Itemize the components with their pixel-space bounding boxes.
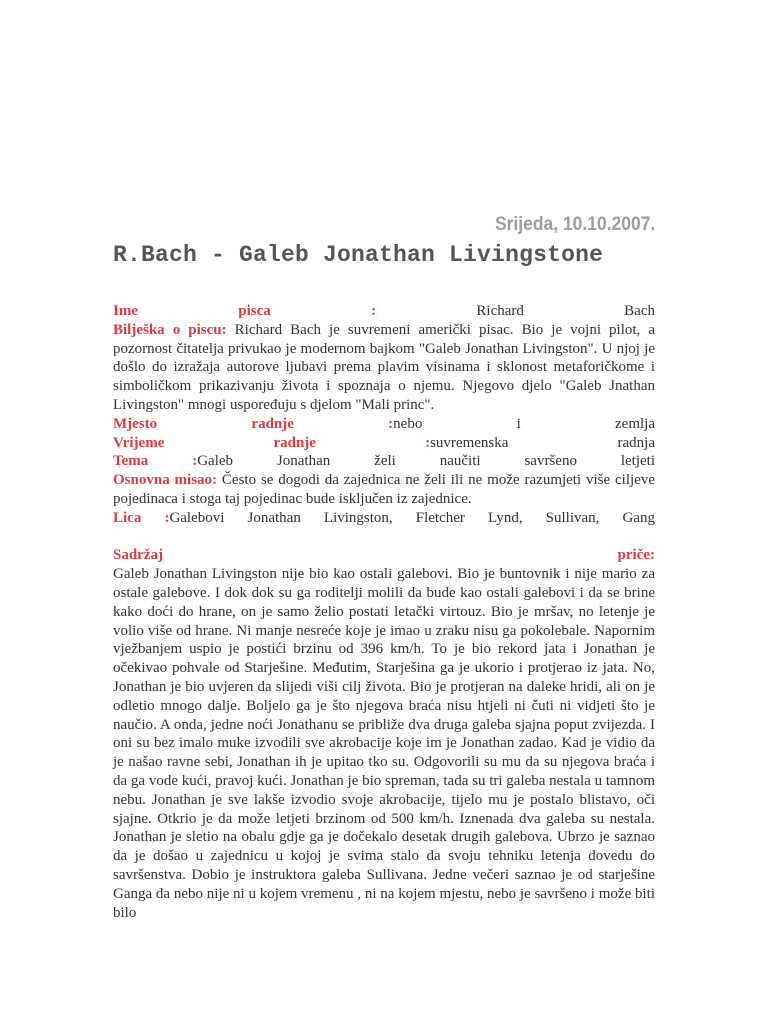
characters-value: Galebovi Jonathan Livingston, Fletcher Lynd, Sullivan, Gang — [169, 509, 656, 526]
characters-label: Lica — [113, 509, 142, 526]
bio-label: Bilješka o piscu — [113, 321, 222, 338]
characters-line: Lica :Galebovi Jonathan Livingston, Fletcher Lynd, Sullivan, Gang — [113, 509, 656, 526]
post-title: R.Bach - Galeb Jonathan Livingstone — [113, 242, 604, 268]
summary-text: Galeb Jonathan Livingston nije bio kao ostali galebovi. Bio je buntovnik i nije mario za ostale galebove. I dok dok su ga roditelji molili da bude kao ostali galebovi i da se brine kako doći do hrane, on je samo želio postati letački virtouz. Bio je mršav, no letenje je volio više od hrane. Ni manje nesreće koje je imao u zraku nisu ga pokolebale. Napornim vježbanjem uspio je postići brzinu od 396 km/h. To je bio rekord jata i Jonathan je očekivao pohvale od Starješine. Međutim, Starješina ga je ukorio i protjerao iz jata. No, Jonathan je bio uvjeren da slijedi viši cilj života. Bio je protjeran na daleke hridi, ali on je odletio mnogo dalje. Boljelo ga je što njegova braća nisu htjeli ni čuti ni vidjeti što je naučio. A onda, jedne noći Jonathanu se približe dva druga galeba sjajna poput zvijezda. I oni su bez imalo muke izvodili sve akrobacije koje im je Jonathan zadao. Kad je vidio da je našao ravne sebi, Jonathan ih je upitao tko su. Odgovorili su mu da su njegova braća i da ga vode kući, pravoj kući. Jonathan je bio spreman, tada su tri galeba nestala u tamnom nebu. Jonathan je sve lakše izvodio svoje akrobacije, tijelo mu je postalo blistavo, oči sjajne. Otkrio je da može letjeti brzinom od 500 km/h. Iznenada dva galeba su nestala. Jonathan je sletio na obalu gdje ga je dočekalo desetak drugih galebova. Ubrzo je saznao da je došao u zajednicu u kojoj je svima stalo da svoju tehniku letenja dovedu do savršenstva. Dobio je instruktora galeba Sullivana. Jedne večeri saznao je od starješine Ganga da nebo nije ni u kojem vremenu , ni na kojem mjestu, nebo je savršeno i može biti bilo — [113, 566, 655, 921]
summary-label: Sadržaj priče — [113, 547, 650, 564]
time-label: Vrijeme radnje — [113, 434, 316, 451]
theme-label: Tema — [113, 453, 149, 470]
place-value: nebo i zemlja — [393, 415, 655, 432]
idea-paragraph: Osnovna misao: Često se dogodi da zajednica ne želi ili ne može razumjeti više ciljeve pojedinaca i stoga taj pojedinac bude isključen iz zajednice. — [113, 472, 655, 507]
post-body — [113, 302, 655, 922]
summary-heading: Sadržaj priče: — [113, 547, 655, 564]
idea-value: Često se dogodi da zajednica ne želi ili ne može razumjeti više ciljeve pojedinaca i stoga taj pojedinac bude isključen iz zajednice. — [113, 472, 655, 507]
theme-line: Tema :Galeb Jonathan želi naučiti savršeno letjeti — [113, 453, 656, 470]
theme-value: Galeb Jonathan želi naučiti savršeno letjeti — [197, 453, 656, 470]
author-line: Ime pisca : Richard Bach — [113, 303, 655, 319]
summary-paragraph — [113, 565, 655, 922]
place-label: Mjesto radnje — [113, 415, 294, 432]
bio-paragraph: Bilješka o piscu: Richard Bach je suvremeni američki pisac. Bio je vojni pilot, a pozornost čitatelja privukao je modernom bajkom "Galeb Jonathan Livingston". U njoj je došlo do izražaja autorove ljubavi prema plavim visinama i sklonost metaforičkome i simboličkom prikazivanju života i spoznaja o njemu. Njegovo djelo "Galeb Jnathan Livingston" mnogi uspoređuju s djelom "Mali princ". — [113, 321, 655, 413]
place-line: Mjesto radnje :nebo i zemlja — [113, 415, 655, 432]
time-line: Vrijeme radnje :suvremenska radnja — [113, 434, 655, 451]
time-value: suvremenska radnja — [430, 434, 655, 451]
bio-value: Richard Bach je suvremeni američki pisac. Bio je vojni pilot, a pozornost čitatelja privukao je modernom bajkom "Galeb Jonathan Livingston". U njoj je došlo do izražaja autorove ljubavi prema plavim visinama i sklonost metaforičkome i simboličkom prikazivanju života i spoznaja o njemu. Njegovo djelo "Galeb Jnathan Livingston" mnogi uspoređuju s djelom "Mali princ". — [113, 321, 655, 413]
idea-label: Osnovna misao — [113, 472, 213, 489]
post-date: Srijeda, 10.10.2007. — [494, 214, 655, 235]
author-value: Richard Bach — [476, 303, 655, 319]
author-label: Ime pisca — [113, 303, 271, 319]
